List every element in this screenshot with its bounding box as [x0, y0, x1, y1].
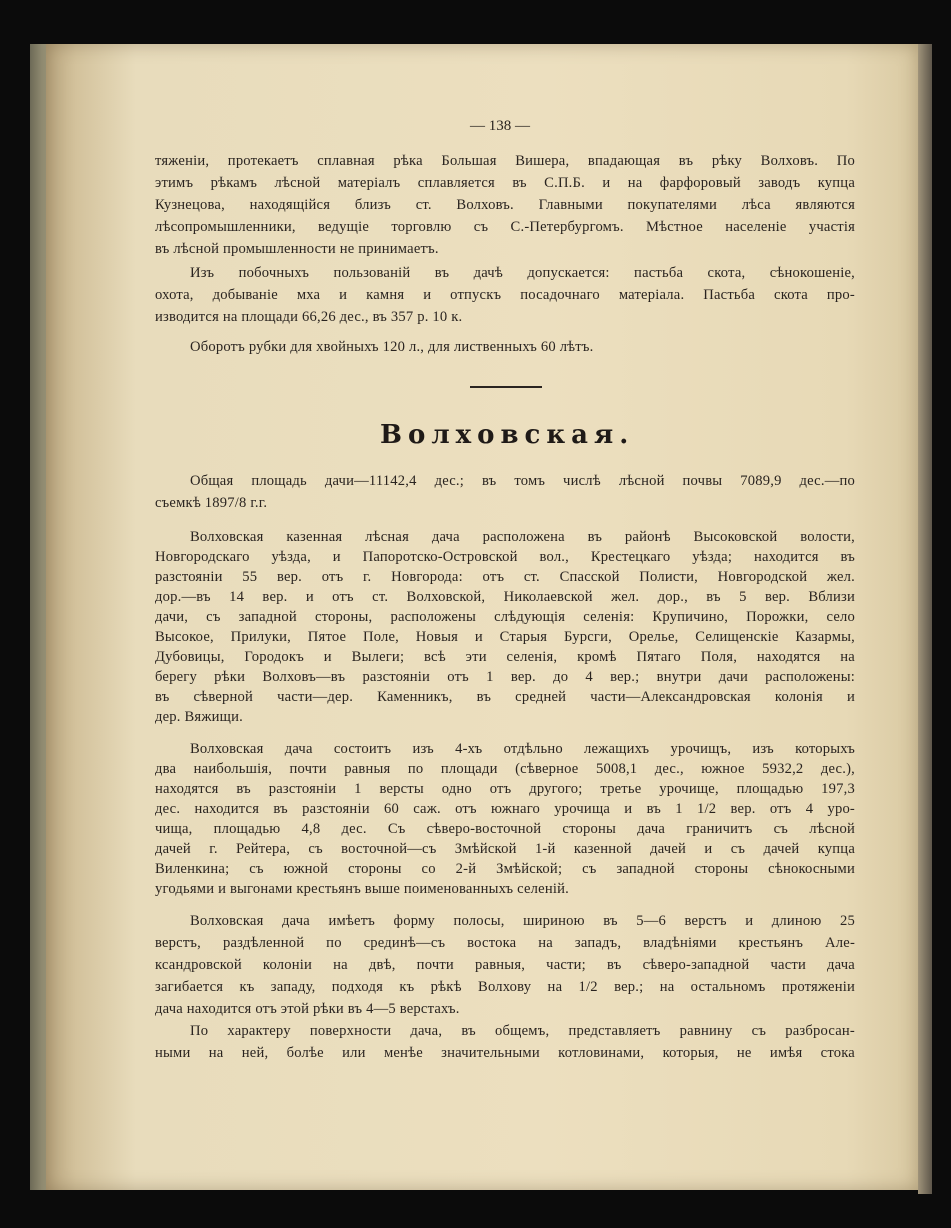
text-line: охота, добываніе мха и камня и отпускъ посадочнаго матеріала. Пастьба скота про- [155, 287, 855, 303]
text-line: изводится на площади 66,26 дес., въ 357 р. 10 к. [155, 309, 463, 325]
section-title: Волховская. [380, 420, 635, 450]
section-divider [470, 386, 542, 388]
text-line: этимъ рѣкамъ лѣсной матеріалъ сплавляется въ С.П.Б. и на фарфоровый заводъ купца [155, 175, 855, 191]
text-line: въ сѣверной части—дер. Каменникъ, въ средней части—Александровская колонія и [155, 689, 855, 705]
text-line: Волховская казенная лѣсная дача расположена въ районѣ Высоковской волости, [190, 529, 855, 545]
page-edge [918, 44, 932, 1194]
text-line: Новгородскаго уѣзда, и Папоротско-Островской вол., Крестецкаго уѣзда; находится въ [155, 549, 855, 565]
text-line: находятся въ разстояніи 1 версты одно отъ другого; третье урочище, площадью 197,3 [155, 781, 855, 797]
text-line: загибается къ западу, подходя къ рѣкѣ Волхову на 1/2 вер.; на остальномъ протяженіи [155, 979, 855, 995]
text-line: Виленкина; съ южной стороны со 2-й Змѣйской; съ западной стороны сѣнокосными [155, 861, 855, 877]
text-line: разстояніи 55 вер. отъ г. Новгорода: отъ ст. Спасской Полисти, Новгородской жел. [155, 569, 855, 585]
text-line: въ лѣсной промышленности не принимаетъ. [155, 241, 439, 257]
text-line: Оборотъ рубки для хвойныхъ 120 л., для лиственныхъ 60 лѣтъ. [190, 339, 594, 355]
text-line: дачи, съ западной стороны, расположены слѣдующія селенія: Крупичино, Порожки, село [155, 609, 855, 625]
text-line: дер. Вяжищи. [155, 709, 243, 725]
text-line: дес. находится въ разстояніи 60 саж. отъ южнаго урочища и въ 1 1/2 вер. отъ 4 уро- [155, 801, 855, 817]
text-line: съемкѣ 1897/8 г.г. [155, 495, 268, 511]
text-line: дача находится отъ этой рѣки въ 4—5 верстахъ. [155, 1001, 460, 1017]
text-line: дор.—въ 14 вер. и отъ ст. Волховской, Николаевской жел. дор., въ 5 вер. Вблизи [155, 589, 855, 605]
text-line: два наибольшія, почти равныя по площади (сѣверное 5008,1 дес., южное 5932,2 дес.), [155, 761, 855, 777]
text-line: берегу рѣки Волховъ—въ разстояніи отъ 1 вер. до 4 вер.; внутри дачи расположены: [155, 669, 855, 685]
text-line: дачей г. Рейтера, съ восточной—съ Змѣйской 1-й казенной дачей и съ дачей купца [155, 841, 855, 857]
text-line: угодьями и выгонами крестьянъ выше поименованныхъ селеній. [155, 881, 569, 897]
text-line: чища, площадью 4,8 дес. Съ сѣверо-восточной стороны дача граничитъ съ лѣсной [155, 821, 855, 837]
text-line: лѣсопромышленники, ведущіе торговлю съ С.-Петербургомъ. Мѣстное населеніе участія [155, 219, 855, 235]
text-line: Изъ побочныхъ пользованій въ дачѣ допускается: пастьба скота, сѣнокошеніе, [190, 265, 855, 281]
text-line: По характеру поверхности дача, въ общемъ, представляетъ равнину съ разбросан- [190, 1023, 855, 1039]
text-line: ксандровской колоніи на двѣ, почти равныя, части; въ сѣверо-западной части дача [155, 957, 855, 973]
text-line: ными на ней, болѣе или менѣе значительными котловинами, которыя, не имѣя стока [155, 1045, 855, 1061]
text-line: Кузнецова, находящійся близъ ст. Волховъ. Главными покупателями лѣса являются [155, 197, 855, 213]
text-line: тяженіи, протекаетъ сплавная рѣка Большая Вишера, впадающая въ рѣку Волховъ. По [155, 153, 855, 169]
text-line: Волховская дача имѣетъ форму полосы, шириною въ 5—6 верстъ и длиною 25 [190, 913, 855, 929]
text-line: Общая площадь дачи—11142,4 дес.; въ томъ числѣ лѣсной почвы 7089,9 дес.—по [190, 473, 855, 489]
text-line: Дубовицы, Городокъ и Вылеги; всѣ эти селенія, кромѣ Пятаго Поля, находятся на [155, 649, 855, 665]
page-number: — 138 — [470, 118, 530, 134]
text-line: Высокое, Прилуки, Пятое Поле, Новыя и Старыя Бурсги, Орелье, Селищенскіе Казармы, [155, 629, 855, 645]
text-line: верстъ, раздѣленной по срединѣ—съ востока на западъ, владѣніями крестьянъ Але- [155, 935, 855, 951]
text-line: Волховская дача состоитъ изъ 4-хъ отдѣльно лежащихъ урочищъ, изъ которыхъ [190, 741, 855, 757]
